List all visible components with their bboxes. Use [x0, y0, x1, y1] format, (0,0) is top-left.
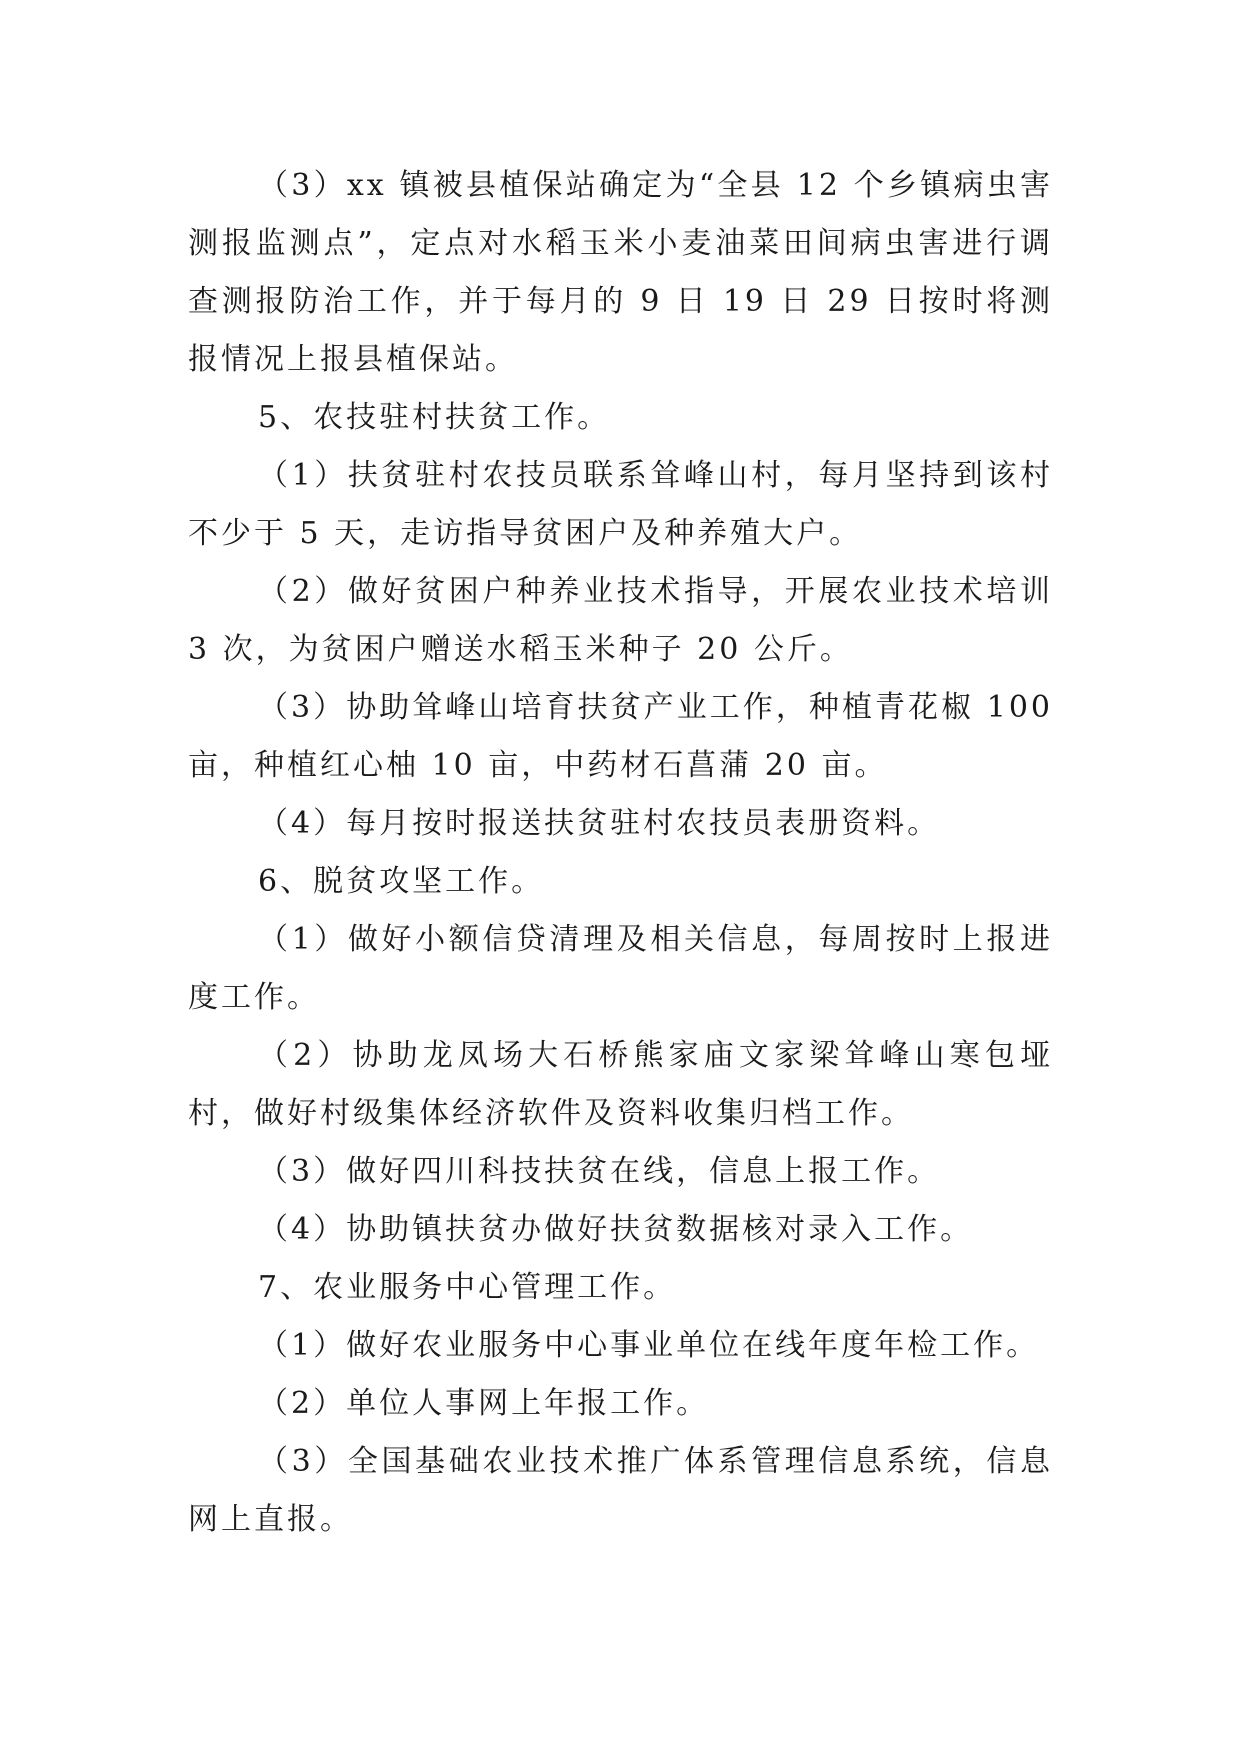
- section-heading: 7、农业服务中心管理工作。: [258, 1270, 677, 1305]
- paragraph: （4）协助镇扶贫办做好扶贫数据核对录入工作。: [258, 1212, 974, 1247]
- paragraph: （3）做好四川科技扶贫在线，信息上报工作。: [258, 1154, 941, 1189]
- paragraph: （4）每月按时报送扶贫驻村农技员表册资料。: [258, 806, 941, 841]
- paragraph: （2）协助龙凤场大石桥熊家庙文家梁耸峰山寒包垭村，做好村级集体经济软件及资料收集归档工作。: [188, 1038, 1053, 1131]
- paragraph: （3）全国基础农业技术推广体系管理信息系统，信息网上直报。: [188, 1444, 1053, 1537]
- section-heading: 5、农技驻村扶贫工作。: [258, 400, 611, 435]
- paragraph: （1）做好农业服务中心事业单位在线年度年检工作。: [258, 1328, 1040, 1363]
- paragraph: （1）做好小额信贷清理及相关信息，每周按时上报进度工作。: [188, 922, 1053, 1015]
- paragraph: （1）扶贫驻村农技员联系耸峰山村，每月坚持到该村不少于 5 天，走访指导贫困户及种养殖大户。: [188, 458, 1053, 551]
- paragraph: （2）单位人事网上年报工作。: [258, 1386, 710, 1421]
- paragraph: （2）做好贫困户种养业技术指导，开展农业技术培训 3 次，为贫困户赠送水稻玉米种子 20 公斤。: [188, 574, 1053, 667]
- paragraph: （3）xx 镇被县植保站确定为“全县 12 个乡镇病虫害测报监测点”，定点对水稻玉米小麦油菜田间病虫害进行调查测报防治工作，并于每月的 9 日 19 日 29 日按时将测报情况上报县植保站。: [188, 168, 1053, 377]
- document-body: [188, 157, 1053, 1549]
- paragraph: （3）协助耸峰山培育扶贫产业工作，种植青花椒 100 亩，种植红心柚 10 亩，中药材石菖蒲 20 亩。: [188, 690, 1053, 783]
- section-heading: 6、脱贫攻坚工作。: [258, 864, 545, 899]
